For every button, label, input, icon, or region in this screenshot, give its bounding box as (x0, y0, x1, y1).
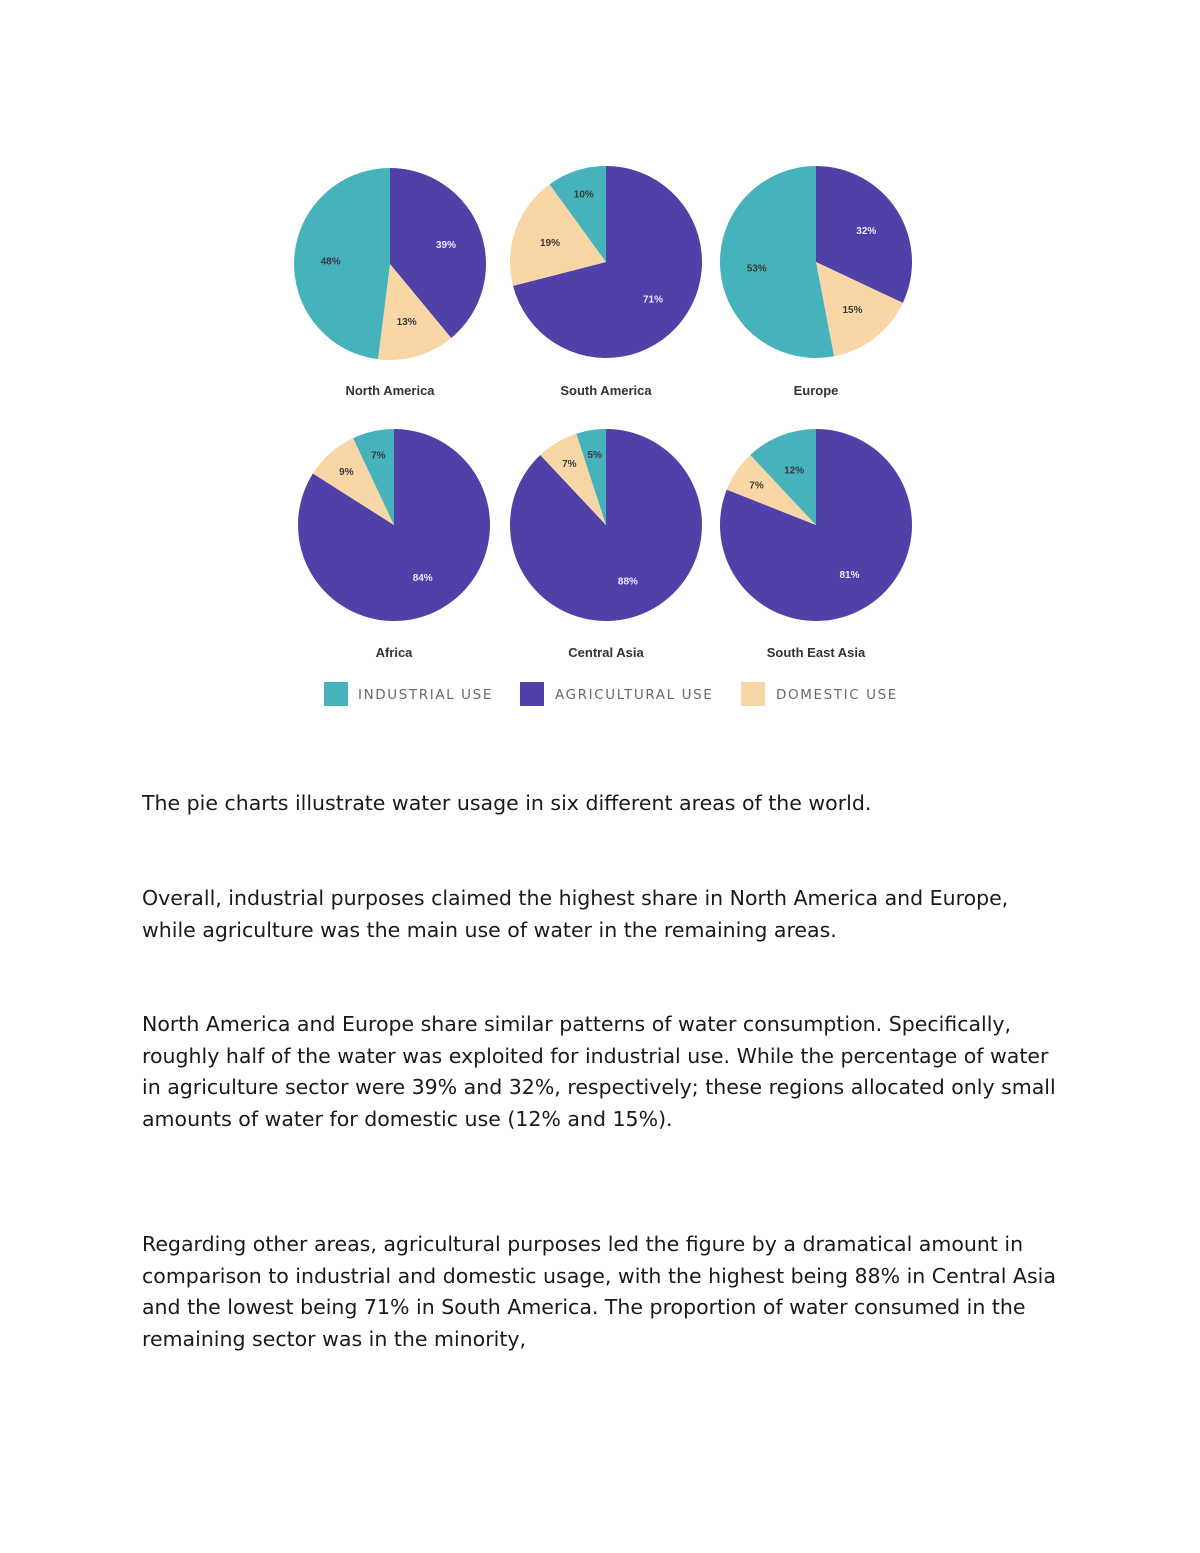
pie-south-east-asia (720, 429, 912, 660)
pie-europe (720, 166, 912, 398)
slice-label-africa-industrial: 7% (371, 450, 386, 462)
essay-paragraph-2: Overall, industrial purposes claimed the highest share in North America and Europe, while agriculture was the main use of water in the remaining areas. (142, 886, 1009, 942)
slice-label-north-america-agricultural: 39% (435, 239, 457, 251)
pie-north-america (294, 168, 486, 398)
legend-swatch-domestic-use (741, 682, 765, 706)
slice-label-africa-agricultural: 84% (412, 573, 433, 585)
slice-label-north-america-domestic: 13% (396, 317, 417, 329)
legend-swatch-agricultural-use (520, 682, 544, 706)
slice-label-south-america-domestic: 19% (539, 237, 561, 249)
slice-label-south-east-asia-agricultural: 81% (839, 570, 860, 582)
legend-label-industrial-use: INDUSTRIAL USE (358, 687, 493, 703)
slice-label-europe-agricultural: 32% (856, 226, 877, 238)
legend (324, 682, 898, 706)
region-title-south-america: South America (560, 383, 652, 398)
slice-label-europe-domestic: 15% (842, 305, 863, 316)
region-title-south-east-asia: South East Asia (766, 645, 866, 660)
region-title-central-asia: Central Asia (568, 645, 644, 660)
slice-label-central-asia-domestic: 7% (562, 459, 577, 470)
pie-south-america (510, 166, 702, 398)
essay-paragraph-1: The pie charts illustrate water usage in six different areas of the world. (142, 791, 872, 815)
slice-label-central-asia-agricultural: 88% (617, 576, 638, 588)
region-title-europe: Europe (793, 383, 839, 398)
slice-label-central-asia-industrial: 5% (587, 449, 602, 461)
slice-north-america-industrial (294, 168, 390, 359)
legend-swatch-industrial-use (324, 682, 348, 706)
slice-label-south-america-industrial: 10% (573, 189, 594, 201)
legend-label-domestic-use: DOMESTIC USE (776, 687, 898, 703)
slice-label-south-east-asia-industrial: 12% (784, 465, 805, 477)
slice-label-africa-domestic: 9% (339, 467, 354, 478)
slice-label-europe-industrial: 53% (746, 263, 767, 275)
region-title-north-america: North America (345, 383, 435, 398)
pie-central-asia (510, 429, 702, 660)
essay-paragraph-4: Regarding other areas, agricultural purposes led the figure by a dramatical amount in comparison to industrial and domestic usage, with the highest being 88% in Central Asia and the lowest being 71% in South America. The proportion of water consumed in the remaining sector was in the minority, (142, 1232, 1056, 1351)
slice-label-south-east-asia-domestic: 7% (749, 480, 764, 492)
legend-label-agricultural-use: AGRICULTURAL USE (555, 687, 714, 703)
slice-label-north-america-industrial: 48% (320, 256, 341, 268)
region-title-africa: Africa (375, 645, 413, 660)
pie-africa (298, 429, 490, 660)
pie-charts-figure (0, 0, 1200, 730)
slice-label-south-america-agricultural: 71% (642, 294, 664, 306)
essay-paragraph-3: North America and Europe share similar patterns of water consumption. Specifically, roughly half of the water was exploited for industrial use. While the percentage of water in agriculture sector were 39% and 32%, respectively; these regions allocated only small amounts of water for domestic use (12% and 15%). (142, 1012, 1056, 1131)
